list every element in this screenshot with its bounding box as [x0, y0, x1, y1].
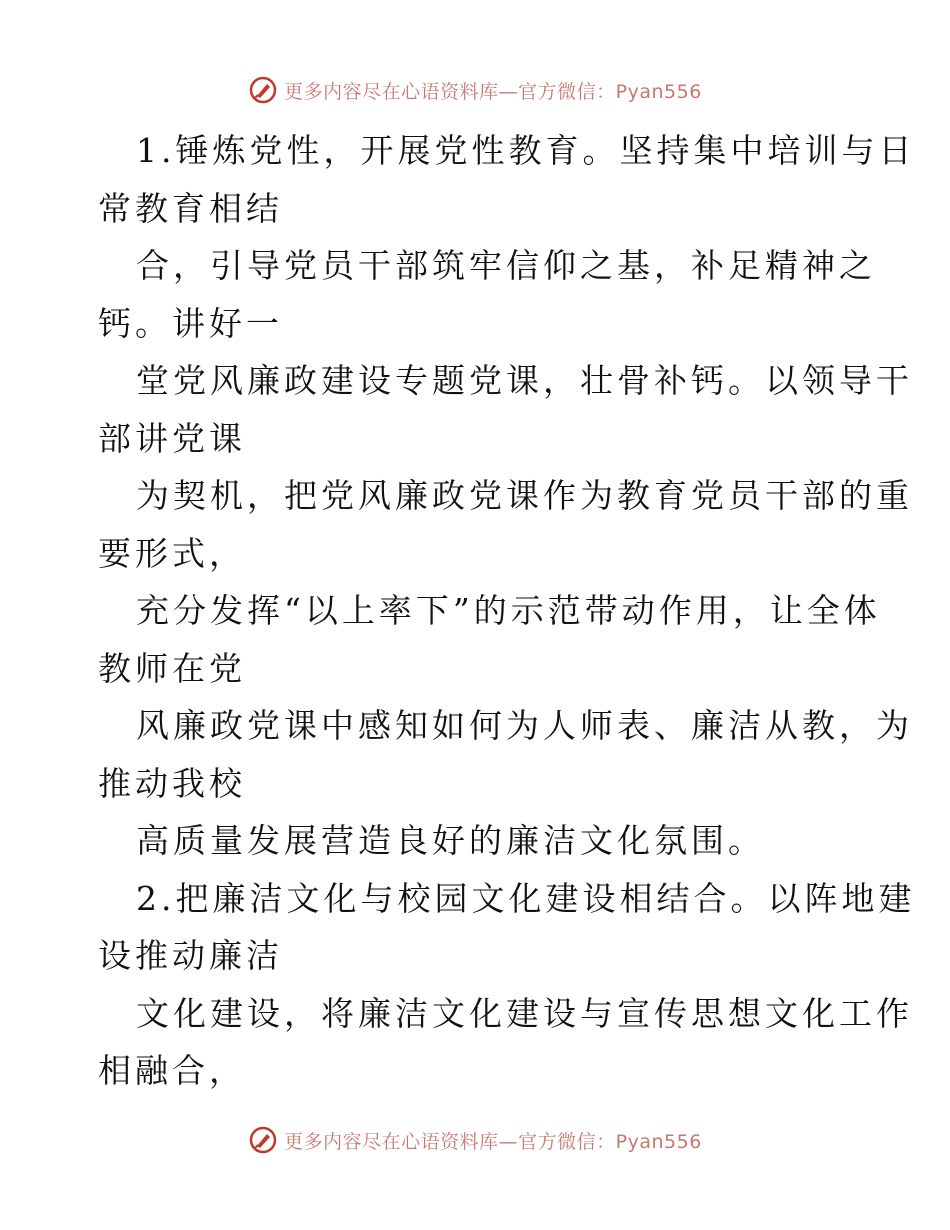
paragraph-line: 部讲党课	[98, 418, 246, 458]
paragraph-line: 相融合，	[98, 1051, 246, 1090]
paragraph-line: 钙。讲好一	[98, 303, 283, 343]
paragraph-line: 常教育相结	[98, 188, 283, 228]
footer-banner-text: 更多内容尽在心语资料库—官方微信：Pyan556	[284, 1130, 702, 1153]
paragraph-line: 合，引导党员干部筑牢信仰之基，补足精神之	[136, 246, 876, 285]
paragraph-line: 高质量发展营造良好的廉洁文化氛围。	[136, 821, 765, 860]
paragraph-line: 风廉政党课中感知如何为人师表、廉洁从教，为	[136, 706, 913, 745]
paragraph-line: 设推动廉洁	[98, 936, 283, 975]
paragraph-line: 2.把廉洁文化与校园文化建设相结合。以阵地建	[136, 878, 916, 918]
paragraph-line: 充分发挥“以上率下”的示范带动作用，让全体	[136, 591, 881, 630]
paragraph-line: 教师在党	[98, 648, 246, 688]
paragraph-line: 文化建设，将廉洁文化建设与宣传思想文化工作	[136, 993, 913, 1033]
quill-logo-icon	[248, 1125, 278, 1155]
quill-logo-icon	[248, 75, 278, 105]
document-body	[98, 122, 916, 1100]
header-banner-text: 更多内容尽在心语资料库—官方微信：Pyan556	[284, 80, 702, 103]
paragraph-line: 推动我校	[98, 763, 246, 803]
header-banner	[0, 70, 950, 110]
footer-banner	[0, 1120, 950, 1160]
paragraph-line: 要形式，	[98, 533, 246, 573]
paragraph-line: 堂党风廉政建设专题党课，壮骨补钙。以领导干	[136, 361, 913, 400]
paragraph-line: 为契机，把党风廉政党课作为教育党员干部的重	[136, 476, 913, 515]
paragraph-line: 1.锤炼党性，开展党性教育。坚持集中培训与日	[136, 131, 916, 170]
